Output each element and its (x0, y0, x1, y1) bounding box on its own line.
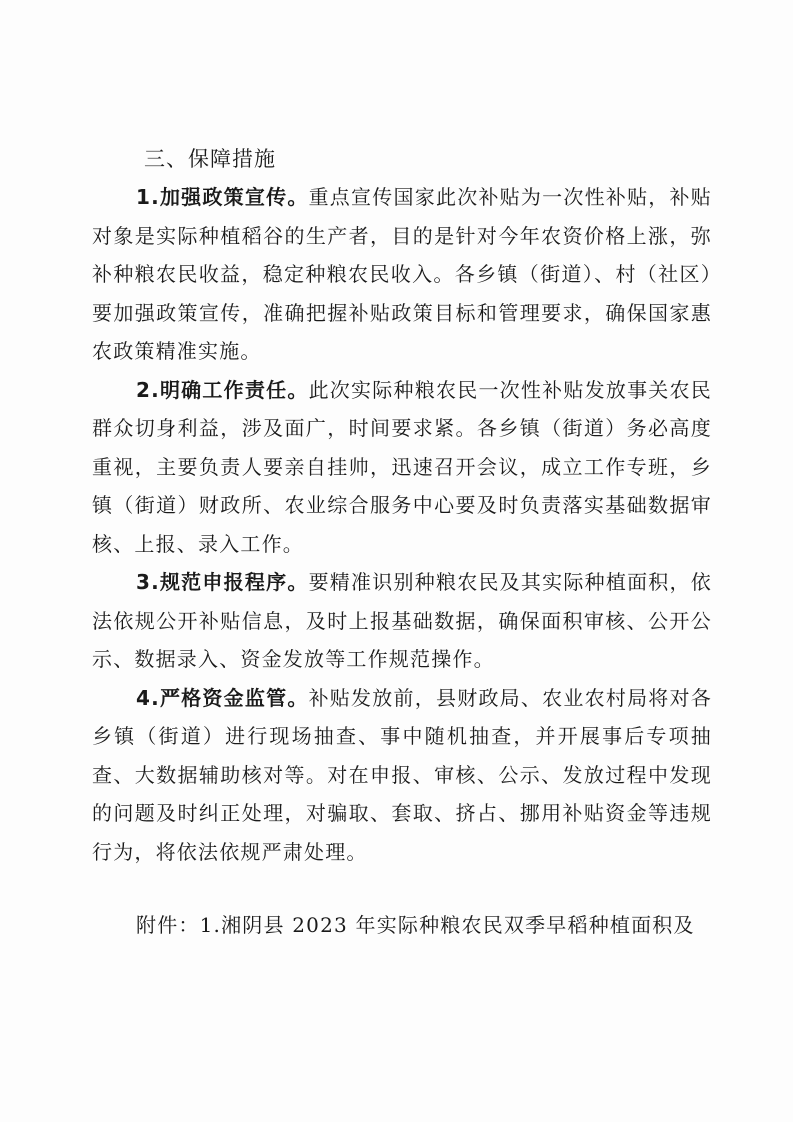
paragraph-work-responsibility (92, 371, 712, 564)
paragraph-lead: 3.规范申报程序。 (136, 570, 309, 594)
paragraph-body: 重点宣传国家此次补贴为一次性补贴，补贴对象是实际种植稻谷的生产者，目的是针对今年农资价格上涨，弥补种粮农民收益，稳定种粮农民收入。各乡镇（街道）、村（社区）要加强政策宣传，准确把握补贴政策目标和管理要求，确保国家惠农政策精准实施。 (92, 185, 712, 363)
paragraph-policy-publicity (92, 178, 712, 371)
section-heading: 三、保障措施 (144, 147, 276, 171)
paragraph-lead: 1.加强政策宣传。 (136, 185, 309, 209)
paragraph-application-procedure (92, 563, 712, 679)
paragraph-body: 此次实际种粮农民一次性补贴发放事关农民群众切身利益，涉及面广，时间要求紧。各乡镇（街道）务必高度重视，主要负责人要亲自挂帅，迅速召开会议，成立工作专班，乡镇（街道）财政所、农业综合服务中心要及时负责落实基础数据审核、上报、录入工作。 (92, 377, 712, 556)
attachment-line: 附件：1.湘阴县 2023 年实际种粮农民双季早稻种植面积及 (136, 913, 695, 937)
paragraph-lead: 2.明确工作责任。 (136, 377, 309, 402)
paragraph-body: 要精准识别种粮农民及其实际种植面积，依法依规公开补贴信息，及时上报基础数据，确保面积审核、公开公示、数据录入、资金发放等工作规范操作。 (92, 570, 712, 671)
paragraph-fund-supervision (92, 679, 712, 872)
paragraph-lead: 4.严格资金监管。 (136, 685, 309, 710)
paragraph-body: 补贴发放前，县财政局、农业农村局将对各乡镇（街道）进行现场抽查、事中随机抽查，并开展事后专项抽查、大数据辅助核对等。对在申报、审核、公示、发放过程中发现的问题及时纠正处理，对骗取、套取、挤占、挪用补贴资金等违规行为，将依法依规严肃处理。 (92, 685, 712, 864)
document-body (92, 140, 712, 944)
